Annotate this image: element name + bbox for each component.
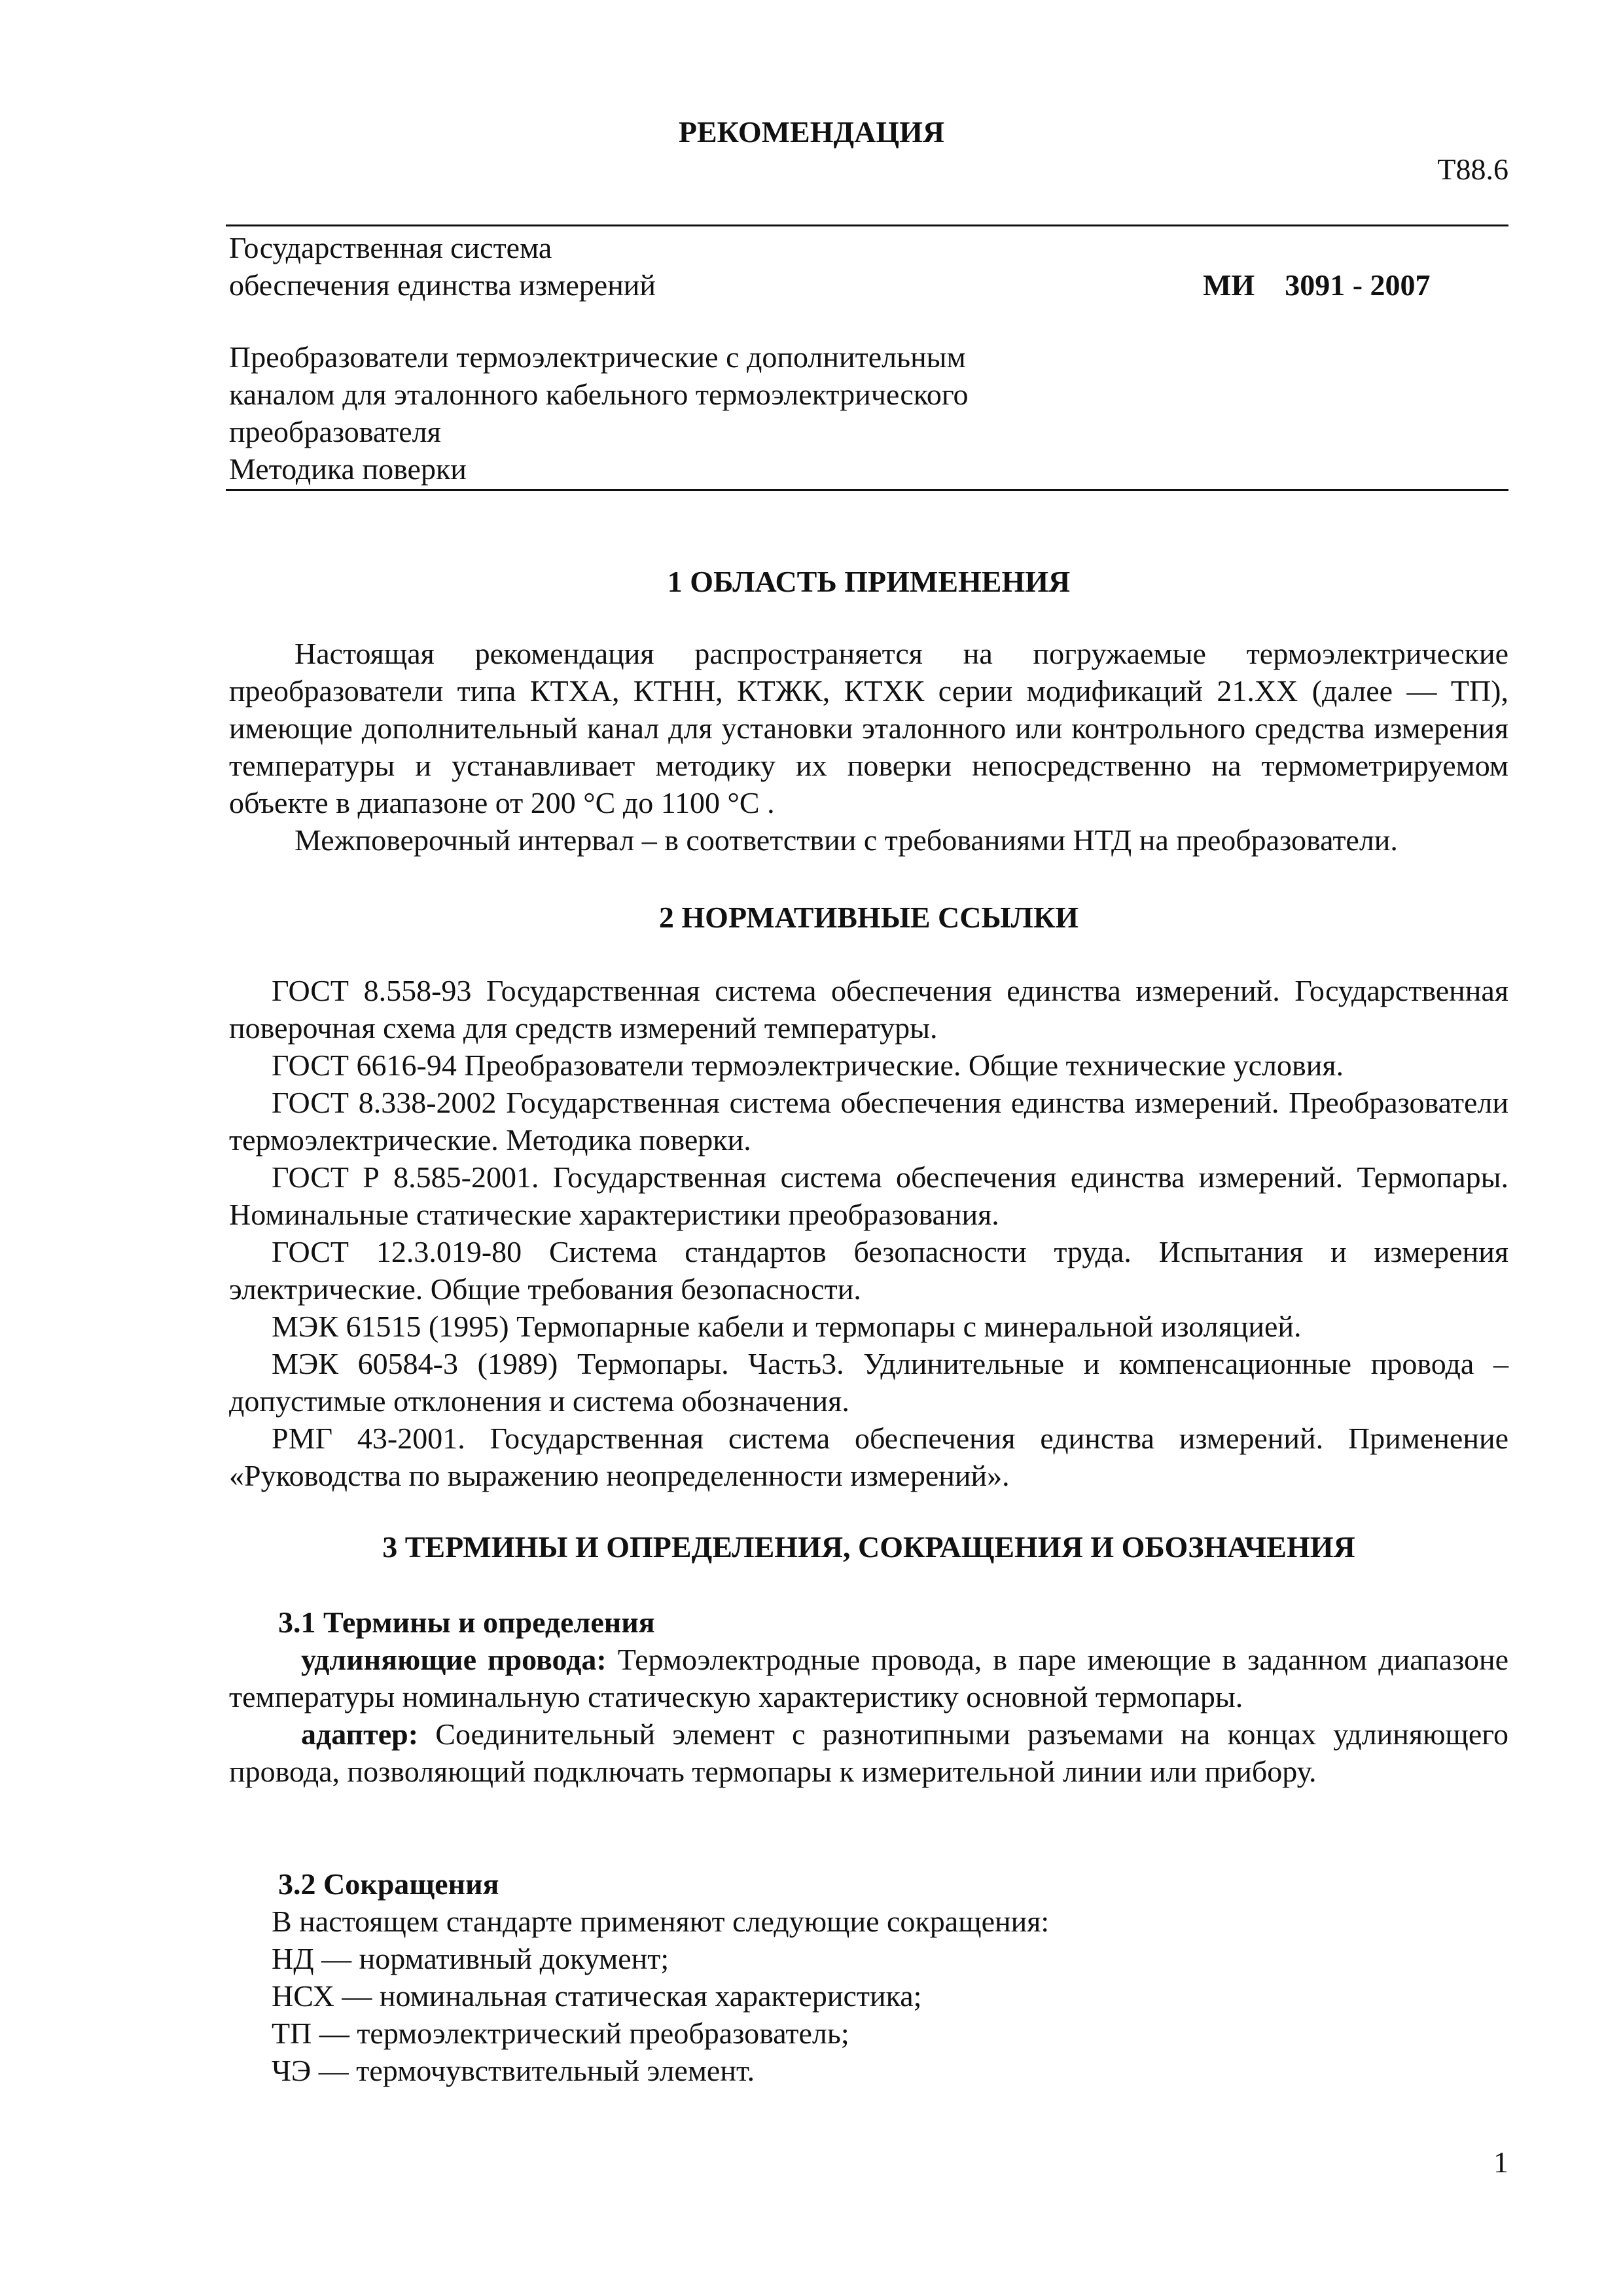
subsection-3-1-heading: 3.1 Термины и определения — [278, 1605, 655, 1639]
header-bottom-rule — [226, 489, 1508, 491]
section-2-body — [229, 972, 1508, 1494]
section-3-1 — [229, 1604, 1508, 1790]
abbreviation-item: ТП — термоэлектрический преобразователь; — [272, 2017, 849, 2050]
abbreviation-item: НД — нормативный документ; — [272, 1942, 669, 1975]
term-definition-1 — [229, 1641, 1508, 1715]
header-top-rule — [226, 224, 1508, 226]
title-line-3: преобразователя — [229, 415, 441, 448]
reference-item: ГОСТ 8.558-93 Государственная система обеспечения единства измерений. Государственная поверочная схема для средств измерений температуры. — [229, 974, 1508, 1045]
abbreviations-intro: В настоящем стандарте применяют следующие сокращения: — [272, 1905, 1050, 1938]
reference-item: МЭК 60584-3 (1989) Термопары. Часть3. Удлинительные и компенсационные провода – допустимые отклонения и система обозначения. — [229, 1347, 1508, 1418]
section-3-heading: 3 ТЕРМИНЫ И ОПРЕДЕЛЕНИЯ, СОКРАЩЕНИЯ И ОБОЗНАЧЕНИЯ — [382, 1530, 1355, 1564]
subsection-3-2-heading: 3.2 Сокращения — [278, 1867, 499, 1901]
title-line-1: Преобразователи термоэлектрические с дополнительным — [229, 340, 966, 374]
section-3 — [229, 1528, 1508, 1566]
abbreviation-item: НСХ — номинальная статическая характеристика; — [272, 1979, 922, 2013]
reference-item: МЭК 61515 (1995) Термопарные кабели и термопары с минеральной изоляцией. — [272, 1310, 1302, 1343]
section-3-2 — [229, 1865, 1508, 2089]
document-code: Т88.6 — [1437, 152, 1508, 186]
document-type-title: РЕКОМЕНДАЦИЯ — [678, 115, 945, 149]
reference-item: ГОСТ 12.3.019-80 Система стандартов безопасности труда. Испытания и измерения электрические. Общие требования безопасности. — [229, 1235, 1508, 1306]
title-line-2: каналом для эталонного кабельного термоэлектрического — [229, 378, 969, 411]
reference-item: РМГ 43-2001. Государственная система обеспечения единства измерений. Применение «Руководства по выражению неопределенности измерений». — [229, 1422, 1508, 1492]
term-name-2: адаптер: — [301, 1717, 419, 1751]
section-1-body — [229, 635, 1508, 859]
term-def-1: Термоэлектродные провода, в паре имеющие в заданном диапазоне температуры номинальную статическую характеристику основной термопары. — [229, 1643, 1508, 1713]
section-1-heading: 1 ОБЛАСТЬ ПРИМЕНЕНИЯ — [667, 565, 1071, 598]
page-number: 1 — [1493, 2145, 1508, 2179]
document-number: МИ 3091 - 2007 — [1203, 268, 1431, 302]
system-name — [229, 229, 656, 304]
reference-item: ГОСТ 8.338-2002 Государственная система обеспечения единства измерений. Преобразователи термоэлектрические. Методика поверки. — [229, 1086, 1508, 1157]
section-2-heading: 2 НОРМАТИВНЫЕ ССЫЛКИ — [658, 901, 1079, 934]
system-line-1: Государственная система — [229, 231, 552, 264]
document-title — [229, 338, 969, 488]
system-line-2: обеспечения единства измерений — [229, 268, 656, 302]
term-name-1: удлиняющие провода: — [301, 1643, 607, 1676]
reference-item: ГОСТ 6616-94 Преобразователи термоэлектрические. Общие технические условия. — [272, 1049, 1344, 1082]
term-definition-2 — [229, 1715, 1508, 1790]
term-def-2: Соединительный элемент с разнотипными разъемами на концах удлиняющего провода, позволяющий подключать термопары к измерительной линии или прибору. — [229, 1717, 1508, 1788]
reference-item: ГОСТ Р 8.585-2001. Государственная система обеспечения единства измерений. Термопары. Номинальные статические характеристики преобразования. — [229, 1160, 1508, 1231]
title-line-4: Методика поверки — [229, 452, 467, 486]
abbreviation-item: ЧЭ — термочувствительный элемент. — [272, 2054, 755, 2087]
section-1-paragraph-2: Межповерочный интервал – в соответствии с требованиями НТД на преобразователи. — [294, 823, 1398, 857]
section-2 — [229, 899, 1508, 936]
section-1-paragraph-1: Настоящая рекомендация распространяется на погружаемые термоэлектрические преобразователи типа КТХА, КТНН, КТЖК, КТХК серии модификаций 21.XX (далее — ТП), имеющие дополнительный канал для установки эталонного или контрольного средства измерения температуры и устанавливает методику их поверки непосредственно на термометрируемом объекте в диапазоне от 200 °С до 1100 °С . — [229, 637, 1508, 819]
section-1 — [229, 563, 1508, 600]
